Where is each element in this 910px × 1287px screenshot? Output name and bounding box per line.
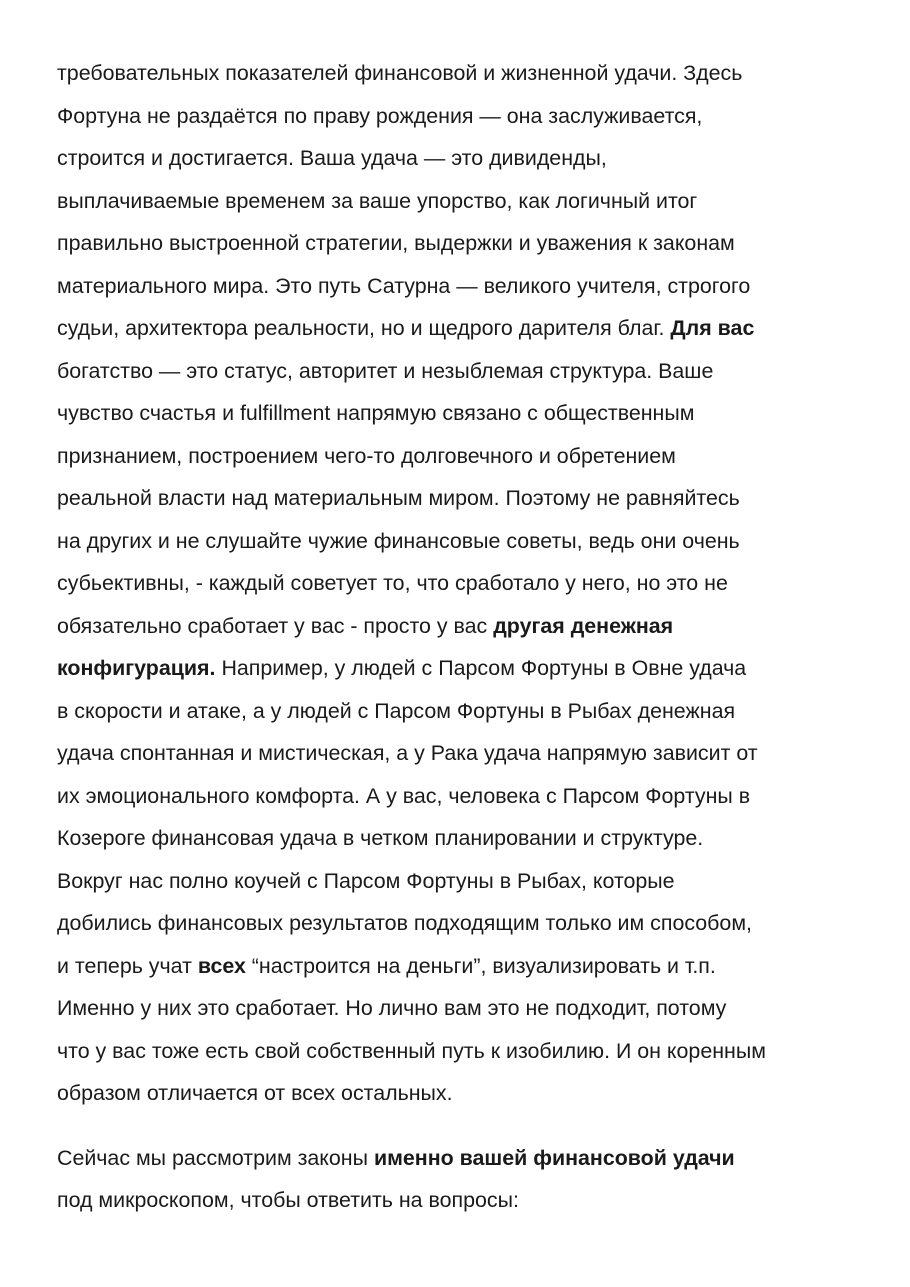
text-line: признанием, построением чего-то долговечного и обретением bbox=[57, 443, 676, 468]
bold-phrase-for-you: Для вас bbox=[670, 316, 755, 340]
text-line: реальной власти над материальным миром. Поэтому не равняйтесь bbox=[57, 486, 740, 510]
document-page bbox=[57, 52, 854, 1222]
text-line: Вокруг нас полно коучей с Парсом Фортуны в Рыбах, которые bbox=[57, 868, 675, 893]
text-line: удача спонтанная и мистическая, а у Рака удача напрямую зависит от bbox=[57, 741, 758, 765]
text-line: под микроскопом, чтобы ответить на вопросы: bbox=[57, 1188, 519, 1212]
text-line: богатство — это статус, авторитет и незыблемая структура. Ваше bbox=[57, 358, 714, 383]
text-line: добились финансовых результатов подходящим только им способом, bbox=[57, 911, 752, 935]
text-line: строится и достигается. Ваша удача — это дивиденды, bbox=[57, 146, 607, 170]
bold-phrase-your-luck: именно вашей финансовой удачи bbox=[373, 1145, 735, 1170]
text-line: правильно выстроенной стратегии, выдержки и уважения к законам bbox=[57, 231, 735, 255]
text-line: на других и не слушайте чужие финансовые советы, ведь они очень bbox=[57, 528, 740, 553]
text-line: Фортуна не раздаётся по праву рождения — она заслуживается, bbox=[57, 103, 703, 128]
paragraph-fortune-description bbox=[57, 52, 854, 1115]
text-line: выплачиваемые временем за ваше упорство, как логичный итог bbox=[57, 188, 698, 213]
bold-phrase-other-money: другая денежная bbox=[493, 613, 674, 638]
bold-word-everyone: всех bbox=[197, 953, 246, 978]
text-line: Сейчас мы рассмотрим законы bbox=[57, 1145, 374, 1170]
text-line: что у вас тоже есть свой собственный путь к изобилию. И он коренным bbox=[57, 1038, 766, 1063]
text-line: материального мира. Это путь Сатурна — великого учителя, строгого bbox=[57, 273, 751, 298]
text-line: обязательно сработает у вас - просто у вас bbox=[57, 613, 494, 638]
text-line: и теперь учат bbox=[57, 953, 198, 978]
text-line: их эмоционального комфорта. А у вас, человека с Парсом Фортуны в bbox=[57, 783, 751, 808]
paragraph-intro-questions bbox=[57, 1137, 854, 1222]
text-line: в скорости и атаке, а у людей с Парсом Фортуны в Рыбах денежная bbox=[57, 698, 736, 723]
text-line: Например, у людей с Парсом Фортуны в Овне удача bbox=[215, 656, 747, 680]
text-line: образом отличается от всех остальных. bbox=[57, 1081, 453, 1105]
text-line: требовательных показателей финансовой и жизненной удачи. Здесь bbox=[57, 61, 743, 85]
bold-phrase-configuration: конфигурация. bbox=[57, 656, 216, 680]
text-line: Именно у них это сработает. Но лично вам это не подходит, потому bbox=[57, 996, 727, 1020]
text-line: чувство счастья и fulfillment напрямую связано с общественным bbox=[57, 401, 695, 425]
text-line: “настроится на деньги”, визуализировать и т.п. bbox=[245, 953, 716, 978]
text-line: судьи, архитектора реальности, но и щедрого дарителя благ. bbox=[57, 316, 671, 340]
text-line: субьективны, - каждый советует то, что сработало у него, но это не bbox=[57, 571, 728, 595]
text-line: Козероге финансовая удача в четком планировании и структуре. bbox=[57, 826, 704, 850]
